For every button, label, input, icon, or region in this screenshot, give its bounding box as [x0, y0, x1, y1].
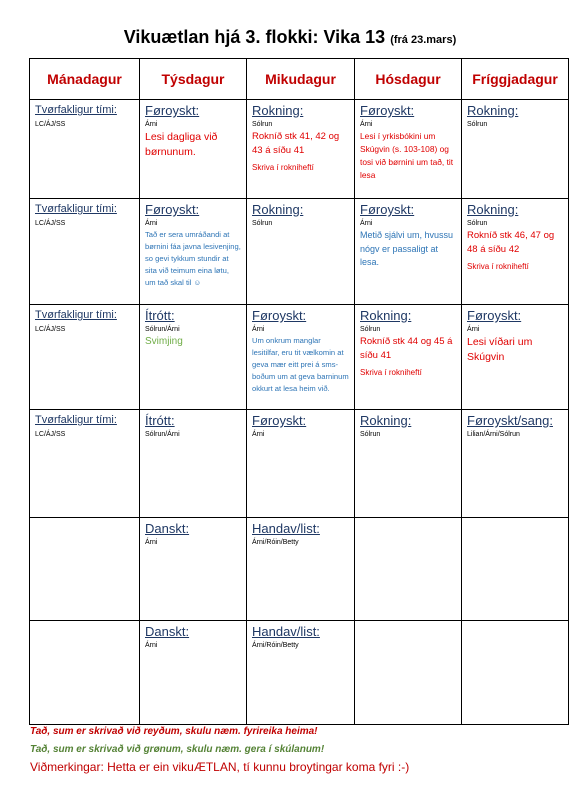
cell-monday — [30, 621, 140, 725]
subject-label: Tvørfakligur tími: — [35, 309, 117, 321]
schedule-row — [30, 305, 569, 410]
schedule-row — [30, 621, 569, 725]
teacher-label: Árni — [360, 220, 373, 227]
note-text: Metið sjálvi um, hvussu nógv er passaligt at lesa. — [360, 230, 454, 267]
subject-label: Føroyskt: — [360, 103, 415, 118]
subject-label: Danskt: — [145, 521, 190, 536]
weekly-schedule-table — [29, 58, 569, 725]
day-header-row — [30, 59, 569, 100]
cell-tuesday — [140, 621, 247, 725]
cell-tuesday — [140, 518, 247, 621]
cell-thursday — [355, 100, 462, 199]
cell-thursday — [355, 305, 462, 410]
schedule-row — [30, 518, 569, 621]
title-date: (frá 23.mars) — [390, 34, 457, 46]
teacher-label: Árni — [145, 220, 158, 227]
cell-friday — [462, 100, 569, 199]
cell-wednesday — [247, 305, 355, 410]
subject-label: Føroyskt: — [145, 202, 200, 217]
subject-label: Føroyskt: — [252, 308, 307, 323]
remarks-note: Viðmerkingar: Hetta er ein vikuÆTLAN, tí kunnu broytingar koma fyri :-) — [30, 760, 410, 774]
teacher-label: Árni — [145, 539, 158, 546]
teacher-label: Sólrun — [360, 326, 381, 333]
subject-label: Rokning: — [467, 202, 519, 217]
cell-thursday — [355, 199, 462, 305]
school-task-text: Svimjing — [145, 336, 183, 347]
teacher-label: LC/ÁJ/SS — [35, 431, 66, 438]
teacher-label: Lilian/Árni/Sólrun — [467, 431, 520, 438]
cell-monday — [30, 100, 140, 199]
subject-label: Rokning: — [360, 413, 412, 428]
subject-label: Føroyskt/sang: — [467, 413, 553, 428]
teacher-label: Árni — [467, 326, 480, 333]
subject-label: Rokning: — [360, 308, 412, 323]
cell-friday — [462, 518, 569, 621]
teacher-label: Árni — [360, 121, 373, 128]
green-legend-note: Tað, sum er skrivað við grønum, skulu næm. gera í skúlanum! — [30, 744, 325, 755]
subject-label: Handav/list: — [252, 521, 320, 536]
subject-label: Føroyskt: — [360, 202, 415, 217]
teacher-label: Sólrun/Árni — [145, 431, 180, 438]
day-header-friday: Fríggjadagur — [462, 59, 569, 100]
cell-tuesday — [140, 199, 247, 305]
subject-label: Ítrótt: — [145, 413, 175, 428]
cell-wednesday — [247, 410, 355, 518]
homework-note: Skriva í rokniheftí — [360, 368, 422, 377]
cell-thursday — [355, 621, 462, 725]
schedule-row — [30, 100, 569, 199]
subject-label: Føroyskt: — [145, 103, 200, 118]
cell-monday — [30, 518, 140, 621]
subject-label: Føroyskt: — [467, 308, 522, 323]
cell-monday — [30, 410, 140, 518]
note-text: Tað er sera umráðandi at børnini fáa javna lesivenjing, so gevi tykkum stundir at sita við teimum eina løtu, um tað skal til ☺ — [145, 230, 241, 287]
teacher-label: Sólrun — [252, 121, 273, 128]
cell-tuesday — [140, 410, 247, 518]
homework-text: Lesi í yrkisbókini um Skúgvin (s. 103-108) og tosi við børnini um tað, tit lesa — [360, 131, 454, 180]
teacher-label: Árni — [252, 326, 265, 333]
title-main: Vikuætlan hjá 3. flokki: Vika 13 — [123, 27, 386, 47]
subject-label: Tvørfakligur tími: — [35, 203, 117, 215]
note-text: Um onkrum manglar lesitilfar, eru tit vælkomin at geva mær eitt prei á sms-boðum um at geva barninum okkurt at lesa heim við. — [252, 336, 349, 393]
schedule-row — [30, 410, 569, 518]
homework-text: Lesi dagliga við børnunum. — [145, 131, 218, 158]
homework-note: Skriva í rokniheftí — [467, 262, 529, 271]
subject-label: Tvørfakligur tími: — [35, 104, 117, 116]
teacher-label: Sólrun — [467, 121, 488, 128]
cell-thursday — [355, 410, 462, 518]
cell-wednesday — [247, 621, 355, 725]
cell-friday — [462, 305, 569, 410]
subject-label: Danskt: — [145, 624, 190, 639]
cell-friday — [462, 410, 569, 518]
teacher-label: LC/ÁJ/SS — [35, 220, 66, 227]
subject-label: Tvørfakligur tími: — [35, 414, 117, 426]
homework-text: Rokníð stk 44 og 45 á síðu 41 — [360, 336, 453, 361]
day-header-monday: Mánadagur — [30, 59, 140, 100]
teacher-label: Sólrun/Árni — [145, 326, 180, 333]
homework-note: Skriva í rokniheftí — [252, 163, 314, 172]
teacher-label: Árni/Róin/Betty — [252, 642, 299, 649]
cell-monday — [30, 199, 140, 305]
subject-label: Handav/list: — [252, 624, 320, 639]
red-legend-note: Tað, sum er skrivað við reyðum, skulu næm. fyrireika heima! — [30, 726, 318, 737]
teacher-label: Árni — [145, 642, 158, 649]
subject-label: Rokning: — [252, 202, 304, 217]
cell-tuesday — [140, 305, 247, 410]
cell-monday — [30, 305, 140, 410]
day-header-wednesday: Mikudagur — [247, 59, 355, 100]
cell-thursday — [355, 518, 462, 621]
homework-text: Rokníð stk 46, 47 og 48 á síðu 42 — [467, 230, 555, 255]
teacher-label: Árni/Róin/Betty — [252, 539, 299, 546]
teacher-label: Sólrun — [360, 431, 381, 438]
teacher-label: Sólrun — [252, 220, 273, 227]
cell-wednesday — [247, 100, 355, 199]
teacher-label: Árni — [252, 431, 265, 438]
subject-label: Ítrótt: — [145, 308, 175, 323]
subject-label: Rokning: — [252, 103, 304, 118]
day-header-tuesday: Týsdagur — [140, 59, 247, 100]
teacher-label: Árni — [145, 121, 158, 128]
subject-label: Rokning: — [467, 103, 519, 118]
cell-wednesday — [247, 518, 355, 621]
cell-friday — [462, 621, 569, 725]
teacher-label: LC/ÁJ/SS — [35, 121, 66, 128]
cell-wednesday — [247, 199, 355, 305]
teacher-label: Sólrun — [467, 220, 488, 227]
subject-label: Føroyskt: — [252, 413, 307, 428]
cell-friday — [462, 199, 569, 305]
teacher-label: LC/ÁJ/SS — [35, 326, 66, 333]
homework-text: Lesi víðari um Skúgvin — [467, 336, 533, 363]
homework-text: Rokníð stk 41, 42 og 43 á síðu 41 — [252, 131, 340, 156]
schedule-row — [30, 199, 569, 305]
cell-tuesday — [140, 100, 247, 199]
page-title — [0, 27, 580, 48]
day-header-thursday: Hósdagur — [355, 59, 462, 100]
